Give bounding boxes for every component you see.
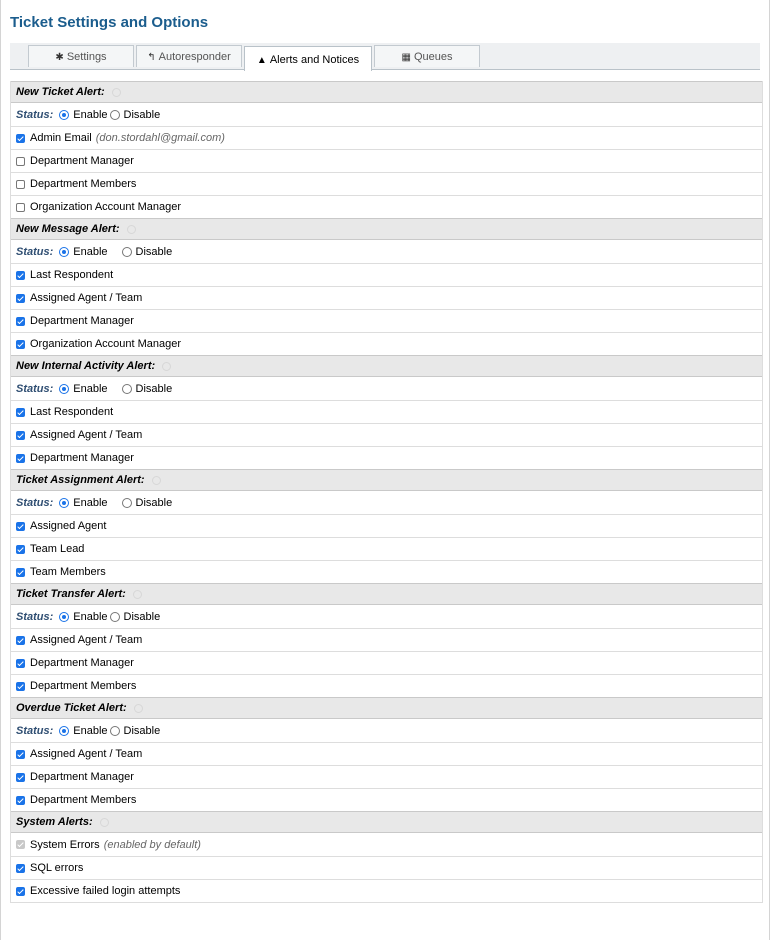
option-row-excessive-failed-login-attempts [11, 879, 762, 902]
option-row-department-manager [11, 149, 762, 172]
status-label: Status: [16, 724, 54, 737]
enable-label: Enable [73, 382, 108, 395]
option-row-assigned-agent-team [11, 286, 762, 309]
status-row [11, 491, 762, 514]
status-label: Status: [16, 245, 54, 258]
option-row-department-manager [11, 446, 762, 469]
section-header-system-alerts [11, 811, 762, 833]
sql-errors-checkbox[interactable] [16, 864, 25, 873]
team-lead-checkbox[interactable] [16, 545, 25, 554]
help-icon[interactable] [134, 704, 143, 713]
tab-label: Alerts and Notices [269, 54, 360, 66]
option-row-last-respondent [11, 400, 762, 423]
assigned-agent-team-label: Assigned Agent / Team [30, 748, 143, 760]
section-title: New Ticket Alert: [16, 86, 105, 98]
enable-label: Enable [73, 245, 108, 258]
department-manager-label: Department Manager [30, 155, 134, 167]
page-title: Ticket Settings and Options [10, 14, 209, 31]
option-row-last-respondent [11, 263, 762, 286]
sql-errors-label: SQL errors [30, 862, 84, 874]
organization-account-manager-checkbox[interactable] [16, 203, 25, 212]
organization-account-manager-label: Organization Account Manager [30, 201, 182, 213]
option-row-assigned-agent-team [11, 742, 762, 765]
department-members-checkbox[interactable] [16, 180, 25, 189]
section-header-ticket-assignment-alert [11, 469, 762, 491]
option-note: (don.stordahl@gmail.com) [95, 132, 225, 144]
option-row-assigned-agent-team [11, 628, 762, 651]
option-row-assigned-agent-team [11, 423, 762, 446]
assigned-agent-team-checkbox[interactable] [16, 294, 25, 303]
department-manager-checkbox[interactable] [16, 317, 25, 326]
option-row-team-lead [11, 537, 762, 560]
help-icon[interactable] [112, 88, 121, 97]
tab-queues[interactable] [374, 45, 480, 67]
department-members-label: Department Members [30, 680, 137, 692]
status-row [11, 240, 762, 263]
status-row [11, 377, 762, 400]
option-note: (enabled by default) [103, 838, 201, 851]
reply-icon: ↰ [147, 52, 156, 63]
department-manager-label: Department Manager [30, 452, 134, 464]
option-row-organization-account-manager [11, 195, 762, 218]
disable-radio[interactable] [122, 247, 132, 257]
section-title: Ticket Assignment Alert: [16, 474, 145, 486]
option-row-sql-errors [11, 856, 762, 879]
section-title: New Message Alert: [16, 223, 120, 235]
enable-label: Enable [73, 496, 108, 509]
disable-radio[interactable] [122, 384, 132, 394]
section-header-new-internal-activity-alert [11, 355, 762, 377]
enable-radio[interactable] [59, 498, 69, 508]
asterisk-icon: ✱ [55, 52, 64, 63]
last-respondent-checkbox[interactable] [16, 408, 25, 417]
admin-email-checkbox[interactable] [16, 134, 25, 143]
disable-label: Disable [135, 496, 173, 509]
section-header-ticket-transfer-alert [11, 583, 762, 605]
system-errors-label: System Errors [30, 838, 100, 851]
department-manager-label: Department Manager [30, 657, 134, 669]
disable-label: Disable [123, 724, 161, 737]
last-respondent-checkbox[interactable] [16, 271, 25, 280]
last-respondent-label: Last Respondent [30, 406, 114, 418]
option-row-department-manager [11, 309, 762, 332]
option-row-team-members [11, 560, 762, 583]
assigned-agent-team-checkbox[interactable] [16, 431, 25, 440]
status-label: Status: [16, 610, 54, 623]
department-manager-checkbox[interactable] [16, 773, 25, 782]
disable-label: Disable [135, 245, 173, 258]
help-icon[interactable] [152, 476, 161, 485]
tab-label: Queues [413, 51, 453, 63]
table-icon: ▦ [401, 52, 411, 63]
enable-label: Enable [73, 108, 108, 121]
team-members-label: Team Members [30, 566, 106, 578]
option-row-system-errors [11, 833, 762, 856]
organization-account-manager-label: Organization Account Manager [30, 338, 182, 350]
department-manager-checkbox[interactable] [16, 454, 25, 463]
department-members-checkbox[interactable] [16, 796, 25, 805]
status-row [11, 103, 762, 126]
alerts-settings-table [10, 81, 763, 903]
team-lead-label: Team Lead [30, 543, 85, 555]
disable-radio[interactable] [122, 498, 132, 508]
section-header-new-message-alert [11, 218, 762, 240]
option-row-assigned-agent [11, 514, 762, 537]
disable-radio[interactable] [110, 726, 120, 736]
disable-label: Disable [135, 382, 173, 395]
excessive-failed-login-attempts-label: Excessive failed login attempts [30, 885, 181, 897]
tab-settings[interactable] [28, 45, 134, 67]
assigned-agent-team-label: Assigned Agent / Team [30, 292, 143, 304]
section-title: Overdue Ticket Alert: [16, 702, 127, 714]
assigned-agent-team-checkbox[interactable] [16, 750, 25, 759]
disable-radio[interactable] [110, 110, 120, 120]
section-header-overdue-ticket-alert [11, 697, 762, 719]
tab-label: Autoresponder [158, 51, 231, 63]
assigned-agent-team-label: Assigned Agent / Team [30, 634, 143, 646]
status-row [11, 605, 762, 628]
enable-radio[interactable] [59, 726, 69, 736]
tab-label: Settings [66, 51, 107, 63]
department-members-checkbox[interactable] [16, 682, 25, 691]
section-title: New Internal Activity Alert: [16, 360, 156, 372]
disable-label: Disable [123, 610, 161, 623]
team-members-checkbox[interactable] [16, 568, 25, 577]
status-row [11, 719, 762, 742]
status-label: Status: [16, 382, 54, 395]
assigned-agent-checkbox[interactable] [16, 522, 25, 531]
assigned-agent-label: Assigned Agent [30, 520, 107, 532]
assigned-agent-team-label: Assigned Agent / Team [30, 429, 143, 441]
option-row-organization-account-manager [11, 332, 762, 355]
department-members-label: Department Members [30, 178, 137, 190]
section-title: System Alerts: [16, 816, 93, 828]
tab-bar [10, 43, 760, 70]
enable-radio[interactable] [59, 612, 69, 622]
department-manager-label: Department Manager [30, 771, 134, 783]
help-icon[interactable] [133, 590, 142, 599]
enable-label: Enable [73, 724, 108, 737]
section-header-new-ticket-alert [11, 81, 762, 103]
section-title: Ticket Transfer Alert: [16, 588, 126, 600]
enable-radio[interactable] [59, 384, 69, 394]
disable-radio[interactable] [110, 612, 120, 622]
option-row-admin-email [11, 126, 762, 149]
enable-label: Enable [73, 610, 108, 623]
department-manager-checkbox[interactable] [16, 157, 25, 166]
help-icon[interactable] [162, 362, 171, 371]
option-row-department-manager [11, 651, 762, 674]
last-respondent-label: Last Respondent [30, 269, 114, 281]
department-members-label: Department Members [30, 794, 137, 806]
enable-radio[interactable] [59, 110, 69, 120]
option-row-department-members [11, 788, 762, 811]
help-icon[interactable] [127, 225, 136, 234]
excessive-failed-login-attempts-checkbox[interactable] [16, 887, 25, 896]
bell-icon: ▲ [256, 55, 267, 66]
option-row-department-members [11, 674, 762, 697]
department-manager-checkbox[interactable] [16, 659, 25, 668]
organization-account-manager-checkbox[interactable] [16, 340, 25, 349]
tab-autoresponder[interactable] [136, 45, 242, 67]
tab-alerts-and-notices[interactable] [244, 46, 372, 71]
option-row-department-members [11, 172, 762, 195]
disable-label: Disable [123, 108, 161, 121]
status-label: Status: [16, 108, 54, 121]
option-row-department-manager [11, 765, 762, 788]
enable-radio[interactable] [59, 247, 69, 257]
admin-email-label: Admin Email [30, 132, 92, 144]
status-label: Status: [16, 496, 54, 509]
assigned-agent-team-checkbox[interactable] [16, 636, 25, 645]
help-icon[interactable] [100, 818, 109, 827]
department-manager-label: Department Manager [30, 315, 134, 327]
system-errors-checkbox [16, 840, 25, 849]
